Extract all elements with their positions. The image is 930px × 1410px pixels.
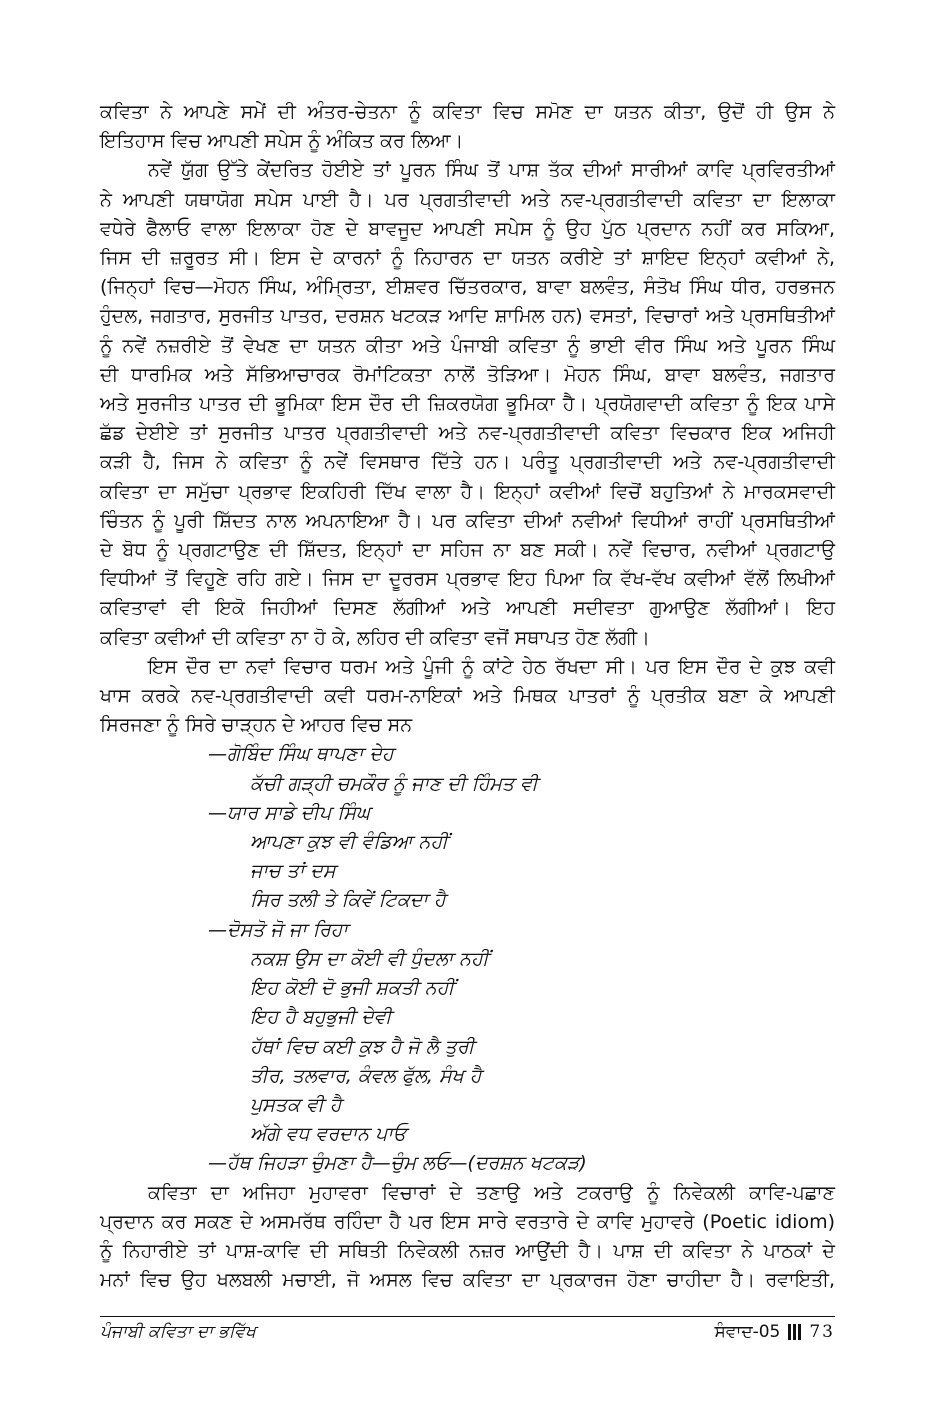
- text-line: ਵਿਧੀਆਂ ਤੋਂ ਵਿਹੂਣੇ ਰਹਿ ਗਏ। ਜਿਸ ਦਾ ਦੂਰਰਸ ਪ੍ਰਭਾਵ ਇਹ ਪਿਆ ਕਿ ਵੱਖ-ਵੱਖ ਕਵੀਆਂ ਵੱਲੋਂ ਲਿਖੀਆਂ: [100, 568, 835, 591]
- page-number: 73: [809, 1322, 835, 1342]
- page-body: [100, 98, 835, 1295]
- verse-line: ਇਹ ਹੈ ਬਹੁਭੁਜੀ ਦੇਵੀ: [250, 1006, 392, 1029]
- verse-line: ਜਾਚ ਤਾਂ ਦਸ: [250, 860, 336, 883]
- text-line: ਛੱਡ ਦੇਈਏ ਤਾਂ ਸੁਰਜੀਤ ਪਾਤਰ ਪ੍ਰਗਤੀਵਾਦੀ ਅਤੇ ਨਵ-ਪ੍ਰਗਤੀਵਾਦੀ ਕਵਿਤਾ ਵਿਚਕਾਰ ਇਕ ਅਜਿਹੀ: [100, 422, 835, 445]
- verse-line: ਇਹ ਕੋਈ ਦੋ ਭੁਜੀ ਸ਼ਕਤੀ ਨਹੀਂ: [250, 977, 455, 1000]
- verse-line: ਆਪਣਾ ਕੁਝ ਵੀ ਵੰਡਿਆ ਨਹੀਂ: [250, 831, 448, 854]
- text-line: ਸਿਰਜਣਾ ਨੂੰ ਸਿਰੇ ਚਾੜ੍ਹਨ ਦੇ ਆਹਰ ਵਿਚ ਸਨ: [100, 714, 413, 737]
- verse-line: ਪੁਸਤਕ ਵੀ ਹੈ: [250, 1093, 342, 1116]
- issue-label: ਸੰਵਾਦ-05: [714, 1322, 781, 1342]
- footer-right: [715, 1322, 836, 1342]
- text-line: ਨਵੇਂ ਯੁੱਗ ਉੱਤੇ ਕੇਂਦਰਿਤ ਹੋਈਏ ਤਾਂ ਪੂਰਨ ਸਿੰਘ ਤੋਂ ਪਾਸ਼ ਤੱਕ ਦੀਆਂ ਸਾਰੀਆਂ ਕਾਵਿ ਪ੍ਰਵਿਰਤੀਆਂ: [148, 159, 835, 182]
- page-footer: [100, 1322, 835, 1350]
- text-line: ਨੂੰ ਨਵੇਂ ਨਜ਼ਰੀਏ ਤੋਂ ਵੇਖਣ ਦਾ ਯਤਨ ਕੀਤਾ ਅਤੇ ਪੰਜਾਬੀ ਕਵਿਤਾ ਨੂੰ ਭਾਈ ਵੀਰ ਸਿੰਘ ਅਤੇ ਪੂਰਨ ਸਿੰਘ: [100, 334, 835, 357]
- verse-line: ਤੀਰ, ਤਲਵਾਰ, ਕੰਵਲ ਫੁੱਲ, ਸੰਖ ਹੈ: [250, 1064, 482, 1087]
- text-line: ਹੁੰਦਲ, ਜਗਤਾਰ, ਸੁਰਜੀਤ ਪਾਤਰ, ਦਰਸ਼ਨ ਖਟਕੜ ਆਦਿ ਸ਼ਾਮਿਲ ਹਨ) ਵਸਤਾਂ, ਵਿਚਾਰਾਂ ਅਤੇ ਪ੍ਰਸਥਿਤੀਆਂ: [100, 305, 835, 328]
- text-line: (ਜਿਨ੍ਹਾਂ ਵਿਚ—ਮੋਹਨ ਸਿੰਘ, ਅੰਮ੍ਰਿਤਾ, ਈਸ਼ਵਰ ਚਿੱਤਰਕਾਰ, ਬਾਵਾ ਬਲਵੰਤ, ਸੰਤੋਖ ਸਿੰਘ ਧੀਰ, ਹਰਭਜਨ: [100, 276, 835, 299]
- verse-line: ਸਿਰ ਤਲੀ ਤੇ ਕਿਵੇਂ ਟਿਕਦਾ ਹੈ: [250, 889, 446, 912]
- verse-line: ਕੱਚੀ ਗੜ੍ਹੀ ਚਮਕੌਰ ਨੂੰ ਜਾਣ ਦੀ ਹਿੰਮਤ ਵੀ: [250, 772, 538, 795]
- text-line: ਚਿੰਤਨ ਨੂੰ ਪੂਰੀ ਸ਼ਿੱਦਤ ਨਾਲ ਅਪਨਾਇਆ ਹੈ। ਪਰ ਕਵਿਤਾ ਦੀਆਂ ਨਵੀਆਂ ਵਿਧੀਆਂ ਰਾਹੀਂ ਪ੍ਰਸਥਿਤੀਆਂ: [100, 509, 835, 532]
- text-line: ਕਵਿਤਾ ਕਵੀਆਂ ਦੀ ਕਵਿਤਾ ਨਾ ਹੋ ਕੇ, ਲਹਿਰ ਦੀ ਕਵਿਤਾ ਵਜੋਂ ਸਥਾਪਤ ਹੋਣ ਲੱਗੀ।: [100, 626, 650, 649]
- text-line: ਨੇ ਆਪਣੀ ਯਥਾਯੋਗ ਸਪੇਸ ਪਾਈ ਹੈ। ਪਰ ਪ੍ਰਗਤੀਵਾਦੀ ਅਤੇ ਨਵ-ਪ੍ਰਗਤੀਵਾਦੀ ਕਵਿਤਾ ਦਾ ਇਲਾਕਾ: [100, 188, 835, 211]
- text-line: ਪ੍ਰਦਾਨ ਕਰ ਸਕਣ ਦੇ ਅਸਮਰੱਥ ਰਹਿੰਦਾ ਹੈ ਪਰ ਇਸ ਸਾਰੇ ਵਰਤਾਰੇ ਦੇ ਕਾਵਿ ਮੁਹਾਵਰੇ (Poetic idiom): [100, 1210, 835, 1233]
- verse-line: ਨਕਸ਼ ਉਸ ਦਾ ਕੋਈ ਵੀ ਧੁੰਦਲਾ ਨਹੀਂ: [250, 947, 489, 970]
- text-line: ਇਤਿਹਾਸ ਵਿਚ ਆਪਣੀ ਸਪੇਸ ਨੂੰ ਅੰਕਿਤ ਕਰ ਲਿਆ।: [100, 130, 464, 153]
- running-title: ਪੰਜਾਬੀ ਕਵਿਤਾ ਦਾ ਭਵਿੱਖ: [100, 1322, 256, 1342]
- text-line: ਕਵਿਤਾ ਦਾ ਅਜਿਹਾ ਮੁਹਾਵਰਾ ਵਿਚਾਰਾਂ ਦੇ ਤਣਾਉ ਅਤੇ ਟਕਰਾਉ ਨੂੰ ਨਿਵੇਕਲੀ ਕਾਵਿ-ਪਛਾਣ: [148, 1181, 835, 1204]
- verse-line: ਹੱਥਾਂ ਵਿਚ ਕਈ ਕੁਝ ਹੈ ਜੋ ਲੈ ਤੁਰੀ: [250, 1035, 475, 1058]
- verse-line: ਅੱਗੇ ਵਧ ਵਰਦਾਨ ਪਾਓ: [250, 1123, 407, 1146]
- text-line: ਅਤੇ ਸੁਰਜੀਤ ਪਾਤਰ ਦੀ ਭੂਮਿਕਾ ਇਸ ਦੌਰ ਦੀ ਜ਼ਿਕਰਯੋਗ ਭੂਮਿਕਾ ਹੈ। ਪ੍ਰਯੋਗਵਾਦੀ ਕਵਿਤਾ ਨੂੰ ਇਕ ਪਾਸੇ: [100, 393, 835, 416]
- text-line: ਕਵਿਤਾ ਦਾ ਸਮੁੱਚਾ ਪ੍ਰਭਾਵ ਇਕਹਿਰੀ ਦਿੱਖ ਵਾਲਾ ਹੈ। ਇਨ੍ਹਾਂ ਕਵੀਆਂ ਵਿਚੋਂ ਬਹੁਤਿਆਂ ਨੇ ਮਾਰਕਸਵਾਦੀ: [100, 480, 835, 503]
- text-line: ਕਵਿਤਾ ਨੇ ਆਪਣੇ ਸਮੇਂ ਦੀ ਅੰਤਰ-ਚੇਤਨਾ ਨੂੰ ਕਵਿਤਾ ਵਿਚ ਸਮੋਣ ਦਾ ਯਤਨ ਕੀਤਾ, ਉਦੋਂ ਹੀ ਉਸ ਨੇ: [100, 101, 835, 123]
- text-line: ਜਿਸ ਦੀ ਜ਼ਰੂਰਤ ਸੀ। ਇਸ ਦੇ ਕਾਰਨਾਂ ਨੂੰ ਨਿਹਾਰਨ ਦਾ ਯਤਨ ਕਰੀਏ ਤਾਂ ਸ਼ਾਇਦ ਇਨ੍ਹਾਂ ਕਵੀਆਂ ਨੇ,: [100, 247, 835, 270]
- footer-divider: [100, 1316, 835, 1317]
- verse-line: —ਦੋਸਤੋ ਜੋ ਜਾ ਰਿਹਾ: [208, 918, 348, 941]
- text-line: ਨੂੰ ਨਿਹਾਰੀਏ ਤਾਂ ਪਾਸ਼-ਕਾਵਿ ਦੀ ਸਥਿਤੀ ਨਿਵੇਕਲੀ ਨਜ਼ਰ ਆਉਂਦੀ ਹੈ। ਪਾਸ਼ ਦੀ ਕਵਿਤਾ ਨੇ ਪਾਠਕਾਂ ਦੇ: [100, 1239, 835, 1262]
- text-line: ਦੇ ਬੋਧ ਨੂੰ ਪ੍ਰਗਟਾਉਣ ਦੀ ਸ਼ਿੱਦਤ, ਇਨ੍ਹਾਂ ਦਾ ਸਹਿਜ ਨਾ ਬਣ ਸਕੀ। ਨਵੇਂ ਵਿਚਾਰ, ਨਵੀਆਂ ਪ੍ਰਗਟਾਉ: [100, 539, 835, 562]
- text-line: ਇਸ ਦੌਰ ਦਾ ਨਵਾਂ ਵਿਚਾਰ ਧਰਮ ਅਤੇ ਪੂੰਜੀ ਨੂੰ ਕਾਂਟੇ ਹੇਠ ਰੱਖਦਾ ਸੀ। ਪਰ ਇਸ ਦੌਰ ਦੇ ਕੁਝ ਕਵੀ: [148, 655, 835, 678]
- verse-line: —ਯਾਰ ਸਾਡੇ ਦੀਪ ਸਿੰਘ: [208, 801, 371, 824]
- text-line: ਮਨਾਂ ਵਿਚ ਉਹ ਖਲਬਲੀ ਮਚਾਈ, ਜੋ ਅਸਲ ਵਿਚ ਕਵਿਤਾ ਦਾ ਪ੍ਰਕਾਰਜ ਹੋਣਾ ਚਾਹੀਦਾ ਹੈ। ਰਵਾਇਤੀ,: [100, 1269, 835, 1292]
- text-line: ਦੀ ਧਾਰਮਿਕ ਅਤੇ ਸੱਭਿਆਚਾਰਕ ਰੋਮਾਂਟਿਕਤਾ ਨਾਲੋਂ ਤੋੜਿਆ। ਮੋਹਨ ਸਿੰਘ, ਬਾਵਾ ਬਲਵੰਤ, ਜਗਤਾਰ: [100, 363, 835, 386]
- text-line: ਖਾਸ ਕਰਕੇ ਨਵ-ਪ੍ਰਗਤੀਵਾਦੀ ਕਵੀ ਧਰਮ-ਨਾਇਕਾਂ ਅਤੇ ਮਿਥਕ ਪਾਤਰਾਂ ਨੂੰ ਪ੍ਰਤੀਕ ਬਣਾ ਕੇ ਆਪਣੀ: [100, 685, 835, 708]
- bars-icon: [788, 1324, 801, 1340]
- text-line: ਕੜੀ ਹੈ, ਜਿਸ ਨੇ ਕਵਿਤਾ ਨੂੰ ਨਵੇਂ ਵਿਸਥਾਰ ਦਿੱਤੇ ਹਨ। ਪਰੰਤੂ ਪ੍ਰਗਤੀਵਾਦੀ ਅਤੇ ਨਵ-ਪ੍ਰਗਤੀਵਾਦੀ: [100, 451, 835, 474]
- verse-line: —ਗੋਬਿੰਦ ਸਿੰਘ ਥਾਪਣਾ ਦੇਹ: [208, 743, 394, 766]
- text-line: ਵਧੇਰੇ ਫੈਲਾਓ ਵਾਲਾ ਇਲਾਕਾ ਹੋਣ ਦੇ ਬਾਵਜੂਦ ਆਪਣੀ ਸਪੇਸ ਨੂੰ ਉਹ ਪੁੱਠ ਪ੍ਰਦਾਨ ਨਹੀਂ ਕਰ ਸਕਿਆ,: [100, 217, 835, 240]
- text-line: ਕਵਿਤਾਵਾਂ ਵੀ ਇਕੋ ਜਿਹੀਆਂ ਦਿਸਣ ਲੱਗੀਆਂ ਅਤੇ ਆਪਣੀ ਸਦੀਵਤਾ ਗੁਆਉਣ ਲੱਗੀਆਂ। ਇਹ: [100, 597, 835, 620]
- verse-line: —ਹੱਥ ਜਿਹੜਾ ਚੁੰਮਣਾ ਹੈ—ਚੁੰਮ ਲਓ—(ਦਰਸ਼ਨ ਖਟਕੜ): [208, 1152, 587, 1175]
